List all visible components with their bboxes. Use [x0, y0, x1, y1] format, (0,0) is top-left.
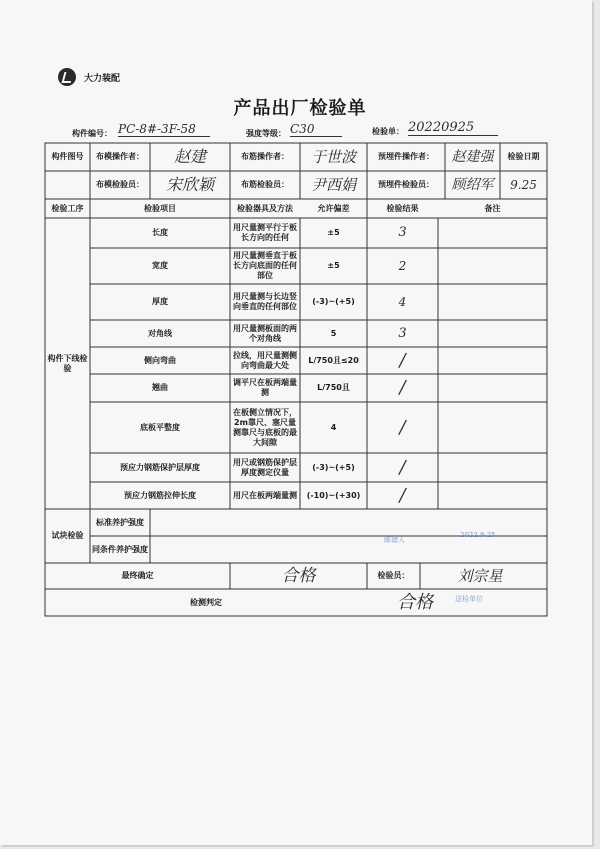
rebar-operator-value: 于世波 [310, 148, 356, 166]
col-result: 检验结果 [386, 203, 419, 213]
row-item: 侧向弯曲 [144, 355, 176, 365]
row-item: 预应力钢筋拉伸长度 [124, 490, 196, 500]
trial-label: 试块检验 [51, 531, 84, 540]
section-label: 构件下线检验 [47, 353, 88, 373]
col-remark: 备注 [484, 203, 501, 213]
grade-label: 强度等级： [246, 129, 286, 138]
row-item: 预应力钢筋保护层厚度 [120, 462, 200, 472]
component-no-label: 构件编号： [72, 129, 112, 138]
rebar-inspector-value: 尹西娟 [310, 176, 356, 194]
mold-operator-value: 赵建 [173, 147, 206, 166]
row-tool: 调平尺在板两端量测 [233, 378, 297, 397]
row-result: 3 [398, 225, 407, 240]
brand-name: 大力装配 [84, 74, 121, 84]
col-tolerance: 允许偏差 [317, 203, 350, 213]
mold-inspector-value: 宋欣颖 [165, 175, 214, 194]
row-tool: 用尺量测板面的两个对角线 [233, 323, 297, 343]
row-tool: 用尺量测平行于板长方向的任何 [233, 223, 297, 242]
row-result: / [399, 377, 406, 398]
judgement-value: 合格 [397, 591, 433, 613]
row-tool: 用尺或钢筋保护层厚度测定仪量 [233, 457, 297, 477]
component-no-value: PC-8#-3F-58 [118, 122, 210, 137]
row-item: 底板平整度 [140, 422, 180, 432]
row-result: / [399, 416, 406, 438]
row-result: / [399, 349, 406, 371]
col-process: 检验工序 [51, 203, 84, 213]
mold-inspector-label: 布模检验员： [96, 180, 144, 189]
row-tolerance: ±5 [327, 261, 340, 270]
final-value: 合格 [281, 566, 316, 586]
row-tolerance: (-10)~(+30) [306, 490, 361, 500]
embed-operator-label: 预埋件操作者： [378, 152, 434, 161]
grade-value: C30 [290, 122, 342, 137]
date-label: 检验日期 [507, 152, 540, 161]
row-item: 对角线 [148, 328, 172, 338]
component-drawing-label: 构件图号 [51, 152, 84, 161]
row-result: 2 [398, 259, 407, 273]
row-tolerance: (-3)~(+5) [312, 462, 355, 472]
row-result: 3 [398, 325, 407, 341]
row-item: 长度 [152, 228, 168, 237]
row-tool: 在板侧立情况下，2m靠尺、塞尺量测靠尺与底板的最大间隙 [233, 407, 297, 447]
row-tool: 拉线，用尺量测侧向弯曲最大处 [233, 350, 297, 370]
receiver-stamp: 邮储人 [384, 536, 405, 544]
row-item: 宽度 [152, 261, 168, 270]
inspector-label: 检验员： [377, 571, 410, 580]
embed-inspector-value: 顾绍军 [451, 177, 494, 193]
embed-operator-value: 赵建强 [451, 149, 494, 165]
judgement-label: 检测判定 [190, 597, 222, 607]
unit-stamp: 送检单位 [455, 595, 483, 603]
inspection-date-value: 9.25 [510, 178, 537, 192]
row-tolerance: ±5 [327, 228, 340, 237]
rebar-inspector-label: 布筋检验员： [241, 180, 289, 189]
row-item: 翘曲 [152, 383, 168, 392]
row-tolerance: (-3)~(+5) [312, 297, 355, 306]
row-result: 4 [398, 295, 407, 309]
final-label: 最终确定 [121, 571, 154, 580]
inspector-signature: 刘宗星 [457, 567, 503, 585]
col-tool: 检验器具及方法 [237, 203, 293, 213]
form-title: 产品出厂检验单 [233, 98, 367, 119]
row-tolerance: L/750且≤20 [308, 355, 359, 365]
row-tool: 用尺量测垂直于板长方向底面的任何部位 [233, 251, 297, 280]
col-item: 检验项目 [144, 203, 176, 213]
row-tolerance: L/750且 [317, 383, 350, 392]
row-tolerance: 4 [330, 422, 337, 432]
same-condition-label: 同条件养护强度 [92, 544, 148, 554]
standard-curing-label: 标准养护强度 [96, 517, 144, 527]
inspection-no-value: 20220925 [408, 120, 498, 136]
mold-operator-label: 布模操作者： [96, 152, 144, 161]
row-result: / [399, 484, 406, 506]
rebar-operator-label: 布筋操作者： [241, 152, 289, 161]
row-tolerance: 5 [330, 328, 337, 338]
row-item: 厚度 [152, 297, 168, 306]
date-stamp: 2022.9.25 [460, 531, 496, 539]
row-tool: 用尺在板两端量测 [233, 490, 297, 500]
row-result: / [399, 456, 406, 478]
row-tool: 用尺量测与长边竖向垂直的任何部位 [233, 292, 297, 311]
inspection-no-label: 检验单： [372, 127, 404, 136]
embed-inspector-label: 预埋件检验员： [378, 180, 434, 189]
